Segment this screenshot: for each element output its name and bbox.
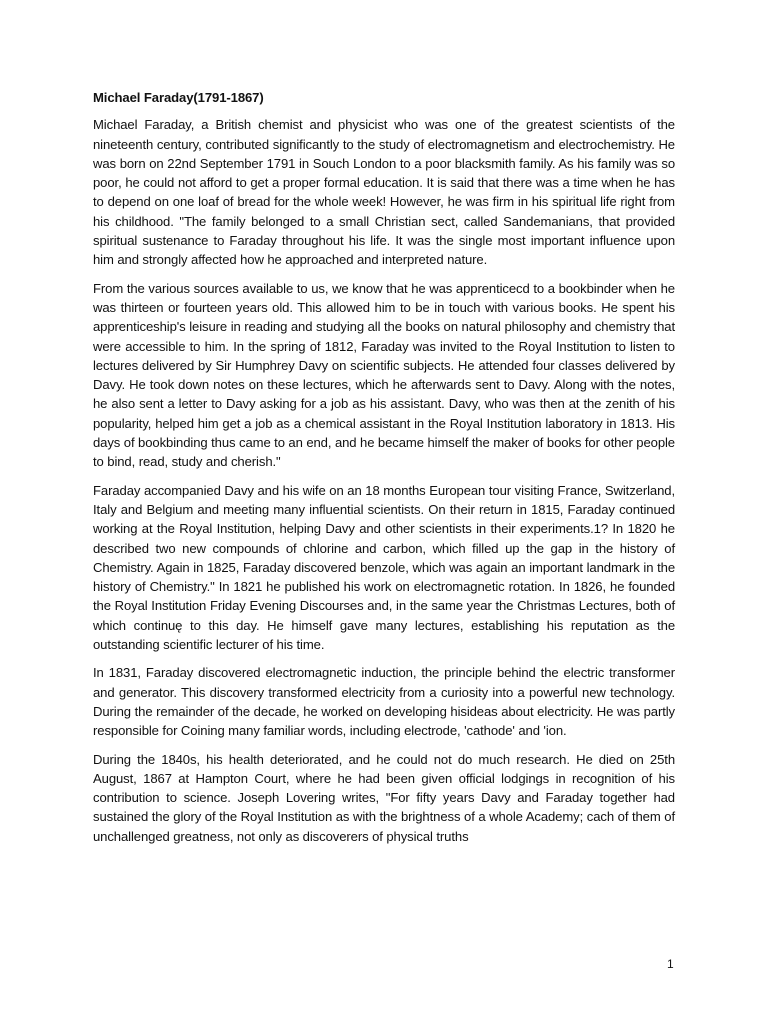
page-number: 1: [667, 957, 674, 971]
paragraph-induction: In 1831, Faraday discovered electromagnetic induction, the principle behind the electric transformer and generator. This discovery transformed electricity from a curiosity into a powerful new technology. During the remainder of the decade, he worked on developing hisideas about electricity. He was partly responsible for Coining many familiar words, including electrode, 'cathode' and 'ion.: [93, 665, 675, 739]
document-body: [93, 88, 675, 855]
paragraph-european-tour: Faraday accompanied Davy and his wife on an 18 months European tour visiting France, Switzerland, Italy and Belgium and meeting many influential scientists. On their return in 1815, Faraday continued working at the Royal Institution, helping Davy and other scientists in their experiments.1? In 1820 he described two new compounds of chlorine and carbon, which filled up the gap in the history of Chemistry. Again in 1825, Faraday discovered benzole, which was again an important landmark in the history of Chemistry." In 1821 he published his work on electromagnetic rotation. In 1826, he founded the Royal Institution Friday Evening Discourses and, in the same year the Christmas Lectures, both of which continuę to this day. He himself gave many lectures, establishing his reputation as the outstanding scientific lecturer of his time.: [93, 482, 675, 653]
paragraph-early-life: Michael Faraday, a British chemist and physicist who was one of the greatest scientists of the nineteenth century, contributed significantly to the study of electromagnetism and electrochemistry. He was born on 22nd September 1791 in Souch London to a poor blacksmith family. As his family was so poor, he could not afford to get a proper formal education. It is said that there was a time when he has to depend on one loaf of bread for the whole week! However, he was firm in his spiritual life right from his childhood. "The family belonged to a small Christian sect, called Sandemanians, that provided spiritual sustenance to Faraday throughout his life. It was the single most important influence upon him and strongly affected how he approached and interpreted nature.: [93, 117, 675, 268]
paragraph-later-life: During the 1840s, his health deteriorated, and he could not do much research. He died on 25th August, 1867 at Hampton Court, where he had been given official lodgings in recognition of his contribution to science. Joseph Lovering writes, "For fifty years Davy and Faraday together had sustained the glory of the Royal Institution as with the brightness of a whole Academy; cach of them of unchallenged greatness, not only as discoverers of physical truths: [93, 751, 675, 844]
document-title: Michael Faraday(1791-1867): [93, 90, 264, 105]
paragraph-apprenticeship: From the various sources available to us, we know that he was apprenticecd to a bookbinder when he was thirteen or fourteen years old. This allowed him to be in touch with various books. He spent his apprenticeship's leisure in reading and studying all the books on natural philosophy and chemistry that were accessible to him. In the spring of 1812, Faraday was invited to the Royal Institution to listen to lectures delivered by Sir Humphrey Davy on scientific subjects. He attended four classes delivered by Davy. He took down notes on these lectures, which he afterwards sent to Davy. Along with the notes, he also sent a letter to Davy asking for a job as his assistant. Davy, who was then at the zenith of his popularity, helped him get a job as a chemical assistant in the Royal Institution laboratory in 1813. His days of bookbinding thus came to an end, and he became himself the maker of books for other people to bind, read, study and cherish.": [93, 280, 675, 470]
